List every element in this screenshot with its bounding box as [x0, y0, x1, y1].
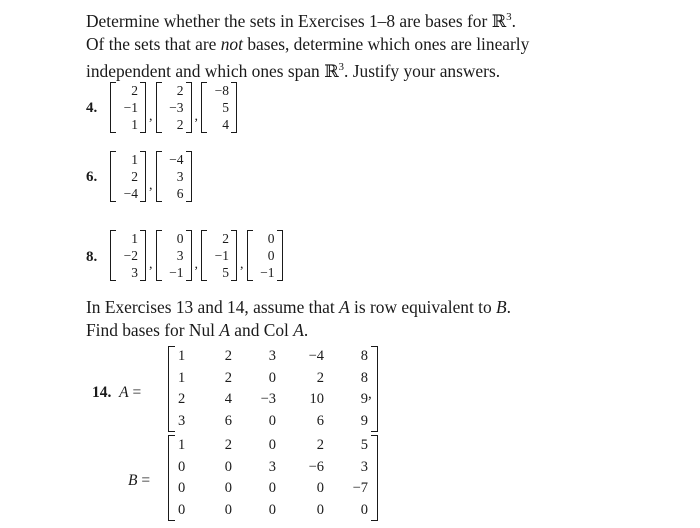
vector-entry: 6 — [176, 186, 184, 201]
right-bracket — [231, 230, 237, 281]
column-vector — [201, 82, 237, 133]
vector-entry: −1 — [214, 248, 229, 263]
matrix-row — [178, 411, 368, 433]
matrix-entry: −4 — [308, 348, 324, 365]
vector-entry: −8 — [214, 83, 229, 98]
vector-entry: 3 — [176, 169, 184, 184]
matrix-entry: 2 — [316, 437, 324, 454]
matrix-entry: 6 — [316, 413, 324, 430]
column-vector — [110, 82, 146, 133]
vector-entry: 4 — [222, 117, 229, 132]
intro-line-2: Of the sets that are not bases, determine which ones are linearly — [86, 33, 530, 54]
right-bracket — [140, 151, 146, 202]
vector-entry: 5 — [222, 100, 229, 115]
vector-entry: 2 — [131, 83, 138, 98]
right-bracket — [140, 82, 146, 133]
left-bracket — [156, 151, 162, 202]
vector-entry: 1 — [131, 231, 138, 246]
exercise-4-vectors — [110, 82, 237, 133]
matrix-entry: 3 — [268, 348, 276, 365]
vector-entry: 3 — [131, 265, 138, 280]
left-bracket — [110, 230, 116, 281]
matrix-entry: 3 — [178, 413, 186, 430]
vector-entry: 0 — [267, 248, 275, 263]
exercise-14-label: 14. — [92, 384, 112, 401]
vector-entry: 2 — [176, 83, 184, 98]
matrix-entry: 0 — [178, 480, 186, 497]
matrix-B — [168, 435, 378, 521]
matrix-entry: 0 — [224, 502, 232, 519]
matrix-entry: −7 — [352, 480, 368, 497]
vector-separator: , — [149, 109, 153, 124]
vector-separator: , — [240, 257, 244, 272]
exercise-14-A-lhs: 14. A = — [92, 384, 142, 401]
matrix-entry: 3 — [360, 458, 368, 475]
matrix-A-comma: , — [368, 386, 372, 402]
intro-paragraph — [86, 6, 686, 83]
matrix-entry: 0 — [360, 502, 368, 519]
matrix-entry: 1 — [178, 369, 186, 386]
matrix-entry: 9 — [360, 391, 368, 408]
column-vector — [156, 151, 192, 202]
left-bracket — [168, 346, 175, 432]
matrix-entry: 0 — [224, 480, 232, 497]
column-vector — [110, 151, 146, 202]
matrix-entry: 9 — [360, 413, 368, 430]
exercise-8-vectors — [110, 230, 283, 281]
matrix-entry: 2 — [224, 348, 232, 365]
intro2-line-1: In Exercises 13 and 14, assume that A is row equivalent to B. — [86, 297, 512, 317]
vector-entry: −1 — [260, 265, 275, 280]
vector-entry: −3 — [169, 100, 184, 115]
vector-separator: , — [149, 257, 153, 272]
exercise-4-label: 4. — [86, 100, 98, 116]
matrix-entry: 0 — [268, 413, 276, 430]
matrix-A — [168, 346, 378, 432]
left-bracket — [201, 230, 207, 281]
vector-separator: , — [194, 257, 198, 272]
matrix-row — [178, 500, 368, 522]
right-bracket — [231, 82, 237, 133]
matrix-row — [178, 346, 368, 368]
matrix-row — [178, 478, 368, 500]
matrix-entry: 0 — [178, 458, 186, 475]
exercise-8-label: 8. — [86, 249, 98, 265]
matrix-entry: 2 — [224, 437, 232, 454]
left-bracket — [156, 230, 162, 281]
matrix-entry: 4 — [224, 391, 232, 408]
vector-entry: 1 — [131, 152, 138, 167]
vector-entry: 2 — [222, 231, 229, 246]
matrix-entry: 6 — [224, 413, 232, 430]
matrix-entry: 0 — [178, 502, 186, 519]
right-bracket — [186, 82, 192, 133]
matrix-entry: 2 — [224, 369, 232, 386]
matrix-entry: −6 — [308, 458, 324, 475]
vector-entry: −4 — [169, 152, 184, 167]
vector-entry: 0 — [176, 231, 184, 246]
column-vector — [156, 230, 192, 281]
matrix-row — [178, 435, 368, 457]
vector-entry: 1 — [131, 117, 138, 132]
right-bracket — [140, 230, 146, 281]
matrix-entry: 2 — [178, 391, 186, 408]
matrix-entry: −3 — [260, 391, 276, 408]
vector-entry: 2 — [176, 117, 184, 132]
matrix-entry: 8 — [360, 348, 368, 365]
column-vector — [156, 82, 192, 133]
matrix-entry: 0 — [268, 437, 276, 454]
exercise-6-vectors — [110, 151, 192, 202]
matrix-entry: 10 — [309, 391, 324, 408]
vector-entry: 0 — [267, 231, 275, 246]
vector-entry: 2 — [131, 169, 138, 184]
vector-separator: , — [149, 178, 153, 193]
matrix-A-name: A — [119, 384, 129, 401]
matrix-entry: 3 — [268, 458, 276, 475]
matrix-entry: 5 — [360, 437, 368, 454]
intro2-line-2: Find bases for Nul A and Col A. — [86, 320, 309, 340]
left-bracket — [110, 151, 116, 202]
left-bracket — [110, 82, 116, 133]
right-bracket — [186, 230, 192, 281]
vector-entry: −4 — [123, 186, 138, 201]
column-vector — [110, 230, 146, 281]
matrix-entry: 1 — [178, 437, 186, 454]
right-bracket — [186, 151, 192, 202]
matrix-row — [178, 457, 368, 479]
left-bracket — [201, 82, 207, 133]
vector-entry: −1 — [123, 100, 138, 115]
left-bracket — [156, 82, 162, 133]
left-bracket — [247, 230, 253, 281]
vector-entry: −1 — [169, 265, 184, 280]
vector-entry: 3 — [176, 248, 184, 263]
matrix-entry: 1 — [178, 348, 186, 365]
matrix-entry: 0 — [224, 458, 232, 475]
left-bracket — [168, 435, 175, 521]
matrix-entry: 2 — [316, 369, 324, 386]
matrix-entry: 0 — [268, 502, 276, 519]
vector-entry: −2 — [123, 248, 138, 263]
matrix-entry: 8 — [360, 369, 368, 386]
right-bracket — [371, 435, 378, 521]
intro-line-1: Determine whether the sets in Exercises 1–8 are bases for ℝ$^3$. — [86, 10, 516, 31]
vector-entry: 5 — [222, 265, 229, 280]
column-vector — [201, 230, 237, 281]
exercise-14-B-lhs: B = — [128, 472, 151, 489]
exercise-6-label: 6. — [86, 169, 98, 185]
matrix-entry: 0 — [316, 502, 324, 519]
right-bracket — [371, 346, 378, 432]
matrix-row — [178, 389, 368, 411]
matrix-entry: 0 — [268, 480, 276, 497]
intro2-paragraph — [86, 296, 686, 342]
column-vector — [247, 230, 283, 281]
right-bracket — [277, 230, 283, 281]
vector-separator: , — [194, 109, 198, 124]
matrix-entry: 0 — [268, 369, 276, 386]
matrix-entry: 0 — [316, 480, 324, 497]
intro-line-3: independent and which ones span ℝ$^3$. Justify your answers. — [86, 60, 501, 81]
matrix-B-name: B — [128, 472, 138, 489]
matrix-row — [178, 368, 368, 390]
